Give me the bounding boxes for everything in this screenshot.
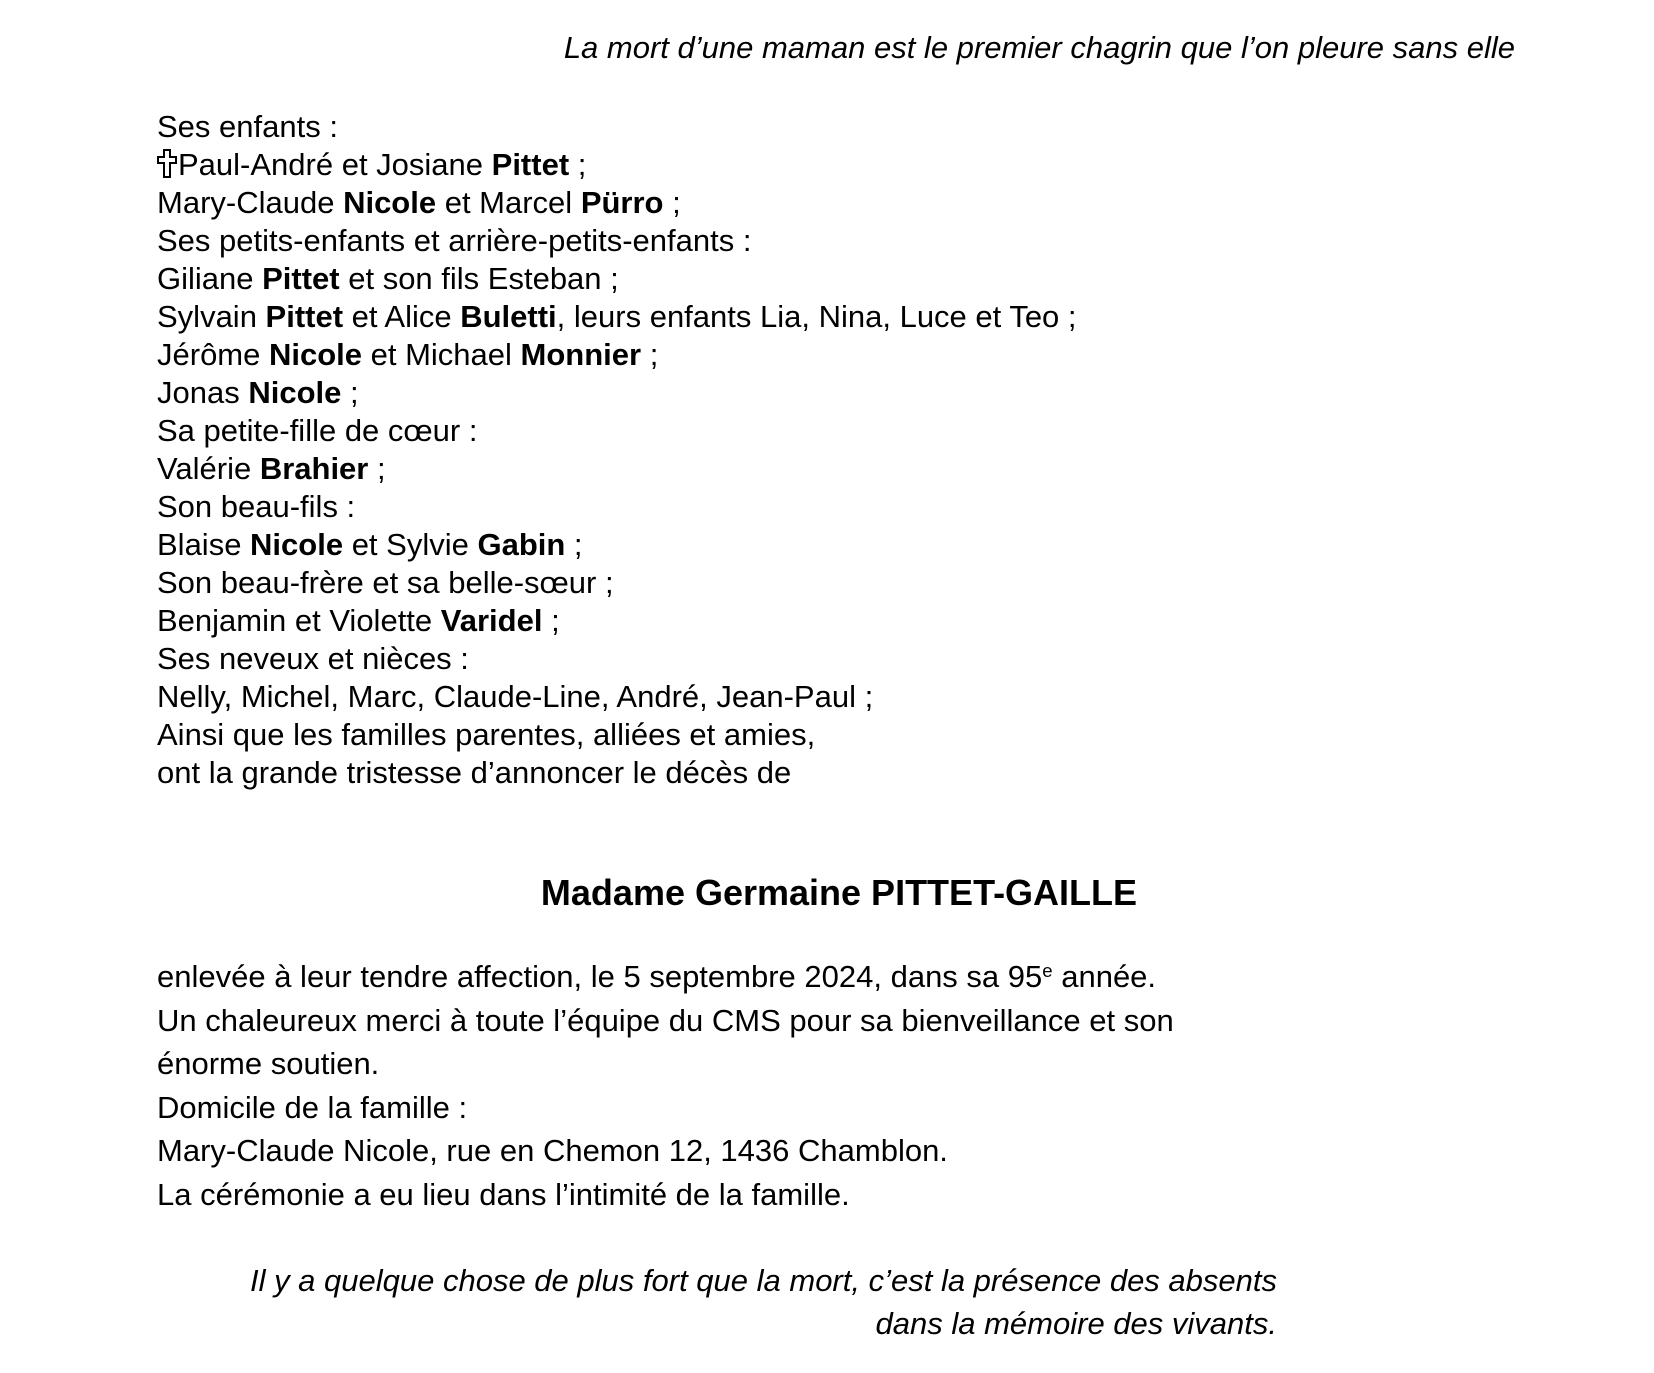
details-line	[157, 1129, 1174, 1173]
latin-cross-icon	[157, 149, 177, 178]
family-line	[157, 108, 1077, 146]
details-block	[157, 955, 1174, 1216]
text-segment: ;	[641, 337, 659, 372]
text-segment: Valérie	[157, 451, 260, 486]
text-segment: ;	[542, 603, 560, 638]
surname-bold-segment: Varidel	[440, 603, 543, 638]
surname-bold-segment: Pürro	[580, 185, 664, 220]
surname-bold-segment: Pittet	[491, 147, 570, 182]
text-segment: et son fils Esteban ;	[339, 261, 619, 296]
family-line	[157, 564, 1077, 602]
family-line	[157, 678, 1077, 716]
text-segment: et Michael	[362, 337, 521, 372]
family-line	[157, 754, 1077, 792]
details-line	[157, 1086, 1174, 1130]
text-segment: et Marcel	[436, 185, 581, 220]
surname-bold-segment: Nicole	[250, 527, 344, 562]
text-segment: Mary-Claude	[157, 185, 344, 220]
text-segment: ;	[565, 527, 583, 562]
text-segment: et Alice	[343, 299, 461, 334]
family-line	[157, 716, 1077, 754]
text-segment: énorme soutien.	[157, 1046, 380, 1081]
text-segment: année.	[1052, 959, 1157, 994]
epigraph-bottom-line1: Il y a quelque chose de plus fort que la mort, c’est la présence des absents	[249, 1263, 1277, 1298]
surname-bold-segment: Nicole	[268, 337, 363, 372]
text-segment: Benjamin et Violette	[157, 603, 441, 638]
family-list	[157, 108, 1077, 792]
text-segment: Son beau-frère et sa belle-sœur ;	[157, 565, 614, 600]
text-segment: Blaise	[157, 527, 251, 562]
deceased-name-title: Madame Germaine PITTET-GAILLE	[540, 872, 1138, 913]
text-segment: Son beau-fils :	[157, 489, 356, 524]
surname-bold-segment: Buletti	[460, 299, 557, 334]
text-segment: La cérémonie a eu lieu dans l’intimité de la famille.	[157, 1176, 850, 1212]
text-segment: Un chaleureux merci à toute l’équipe du CMS pour sa bienveillance et son	[157, 1002, 1174, 1038]
details-line	[157, 999, 1174, 1043]
text-segment: Domicile de la famille :	[157, 1089, 468, 1125]
text-segment: Jérôme	[157, 337, 269, 372]
text-segment: Ses enfants :	[157, 109, 338, 144]
surname-bold-segment: Pittet	[265, 299, 344, 334]
text-segment: ;	[569, 147, 587, 182]
family-line	[157, 640, 1077, 678]
family-line	[157, 260, 1077, 298]
family-line	[157, 374, 1077, 412]
details-line	[157, 955, 1174, 999]
surname-bold-segment: Nicole	[248, 375, 342, 410]
surname-bold-segment: Pittet	[262, 261, 340, 296]
text-segment: Paul-André et Josiane	[178, 147, 492, 182]
family-line	[157, 526, 1077, 564]
text-segment: Jonas	[157, 375, 249, 410]
text-segment: ;	[663, 185, 681, 220]
family-line	[157, 184, 1077, 222]
text-segment: Nelly, Michel, Marc, Claude-Line, André, Jean-Paul ;	[157, 679, 874, 714]
surname-bold-segment: Brahier	[259, 451, 369, 486]
family-line	[157, 146, 1077, 184]
family-line	[157, 488, 1077, 526]
family-line	[157, 450, 1077, 488]
text-segment: et Sylvie	[343, 527, 478, 562]
epigraph-bottom-line2: dans la mémoire des vivants.	[875, 1306, 1277, 1341]
text-segment: Mary-Claude Nicole, rue en Chemon 12, 1436 Chamblon.	[157, 1133, 948, 1168]
epigraph-top: La mort d’une maman est le premier chagrin que l’on pleure sans elle	[563, 30, 1515, 65]
family-line	[157, 298, 1077, 336]
text-segment: ;	[341, 375, 359, 410]
text-segment: Sylvain	[157, 299, 266, 334]
surname-bold-segment: Nicole	[343, 185, 437, 220]
text-segment: e	[1042, 960, 1053, 981]
text-segment: Ainsi que les familles parentes, alliées et amies,	[157, 717, 816, 752]
family-line	[157, 336, 1077, 374]
family-line	[157, 412, 1077, 450]
text-segment: enlevée à leur tendre affection, le 5 septembre 2024, dans sa 95	[157, 959, 1043, 994]
text-segment: Sa petite-fille de cœur :	[157, 413, 478, 448]
text-segment: Ses petits-enfants et arrière-petits-enfants :	[157, 223, 752, 258]
details-line	[157, 1042, 1174, 1086]
text-segment: ont la grande tristesse d’annoncer le décès de	[157, 755, 792, 790]
text-segment: ;	[368, 451, 386, 486]
surname-bold-segment: Monnier	[520, 337, 642, 372]
text-segment: Giliane	[157, 261, 263, 296]
details-line	[157, 1173, 1174, 1217]
surname-bold-segment: Gabin	[477, 527, 566, 562]
text-segment: , leurs enfants Lia, Nina, Luce et Teo ;	[556, 299, 1077, 334]
epigraph-bottom	[160, 1259, 1277, 1345]
text-segment: Ses neveux et nièces :	[157, 641, 469, 676]
family-line	[157, 222, 1077, 260]
family-line	[157, 602, 1077, 640]
